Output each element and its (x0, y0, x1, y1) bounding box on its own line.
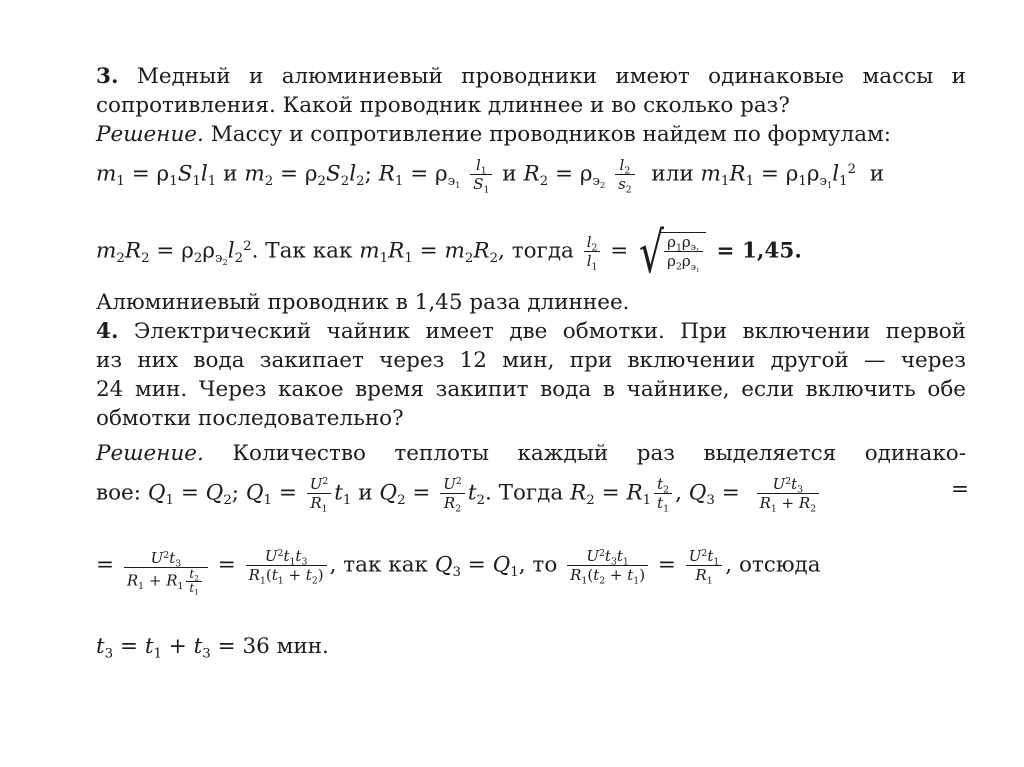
problem3-result: = 1,45. (716, 238, 802, 264)
fraction-l1-s1: $\frac{l_1}{S_1}$ (470, 156, 492, 193)
problem4-formula-line1: вое: $Q_1 = Q_2$; $Q_1$ = $\frac{U^2}{R_1}$ $t_1$ и $Q_2$ = $\frac{U^2}{R_2}$ $t_2$. Тогда $R_2 = R_1$ $\frac{t_2}{t_1}$ , $Q_3$ = $\frac{U^2t_3}{R_1 + R_2}$ = (96, 475, 970, 515)
problem4-number: 4. (96, 319, 119, 344)
problem3-solution-label: Решение. (96, 122, 204, 147)
fraction-l2-l1: $\frac{l_2}{l_1}$ (584, 233, 601, 270)
problem3-solution-text: Массу и сопротивление проводников найдем по формулам: (210, 122, 891, 147)
problem4-statement-line2: из них вода закипает через 12 мин, при включении другой — через (96, 348, 966, 373)
problem4-formula-line2: = $U^2t_3$ $R_1 + R_1$ $\frac{t_2}{t_1}$ = $\frac{U^2t_1t_3}{R_1(t_1 + t_2)}$ , так как $Q_3 = Q_1$, то $\frac{U^2t_3t_1}{R_1(t_2 + t_1)}$ = $\frac{U^2t_1}{R_1}$ , отсюда (96, 547, 821, 597)
problem3-statement-line1 (96, 62, 966, 91)
problem4-solution-line: Решение. Количество теплоты каждый раз выделяется одинако- (96, 441, 966, 466)
problem3-solution-line (96, 120, 891, 149)
problem3-formula-line1: $m_1 = \rho_1S_1l_1$ и $m_2 = \rho_2S_2l_2$; $R_1 = \rho_{э_1}$ $\frac{l_1}{S_1}$ и $R_2 = \rho_{э_2}$ $\frac{l_2}{s_2}$ или $m_1R_1 = \rho_1\rho_{э_1}l_1^2$ и (96, 156, 885, 196)
problem3-formula-line2: $m_2R_2 = \rho_2\rho_{э_2}l_2^2$. Так как $m_1R_1 = m_2R_2$, тогда $\frac{l_2}{l_1}$ = √ $\frac{\rho_1\rho_{э_1}}{\rho_2\rho_{э_1}}$ = 1,45. (96, 221, 802, 286)
square-root: √ $\frac{\rho_1\rho_{э_1}}{\rho_2\rho_{э_1}}$ (639, 232, 705, 271)
problem4-statement-line3: 24 мин. Через какое время закипит вода в чайнике, если включить обе (96, 377, 966, 402)
problem4-final-line: $t_3 = t_1 + t_3 = 36$ мин. (96, 634, 329, 662)
problem3-statement-text1: Медный и алюминиевый проводники имеют одинаковые массы и (136, 64, 966, 89)
problem4-final-result: = 36 мин. (217, 634, 329, 659)
fraction-l2-s2: $\frac{l_2}{s_2}$ (615, 156, 635, 193)
problem4-statement-line4: обмотки последовательно? (96, 406, 404, 431)
problem3-statement-line2: сопротивления. Какой проводник длиннее и во сколько раз? (96, 93, 790, 118)
problem3-conclusion: Алюминиевый проводник в 1,45 раза длиннее. (96, 290, 630, 315)
problem3-number: 3. (96, 64, 119, 89)
problem4-solution-label: Решение. (96, 441, 204, 466)
problem4-statement-line1: 4. Электрический чайник имеет две обмотки. При включении первой (96, 319, 966, 344)
